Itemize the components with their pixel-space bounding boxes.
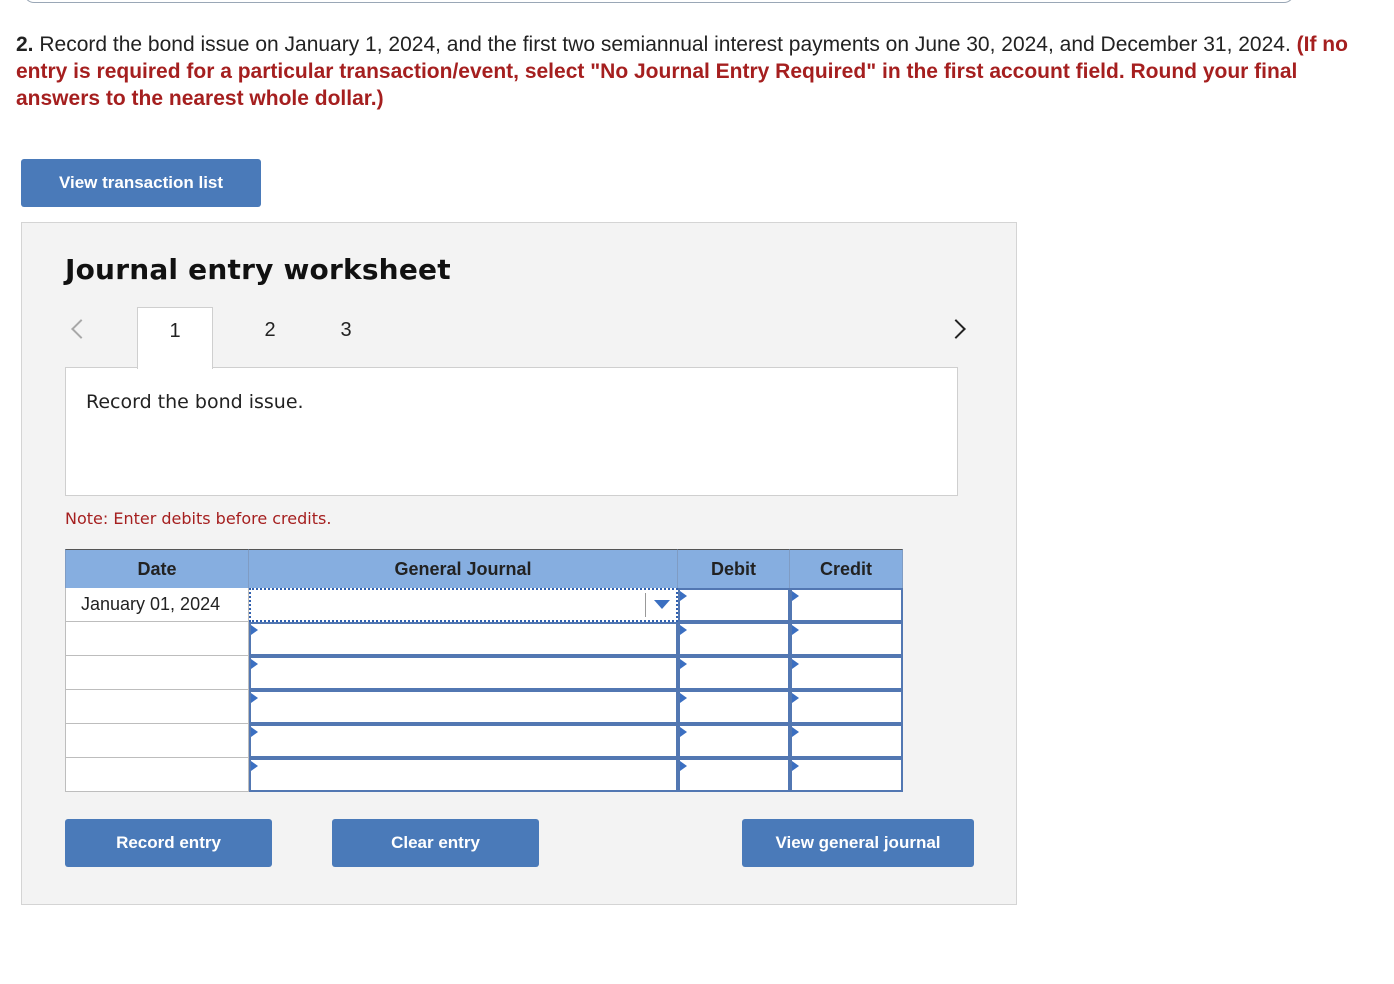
debit-input[interactable] [678, 690, 790, 724]
input-marker-icon [251, 761, 258, 771]
input-marker-icon [680, 659, 687, 669]
header-credit: Credit [790, 549, 903, 588]
input-marker-icon [792, 591, 799, 601]
input-marker-icon [680, 625, 687, 635]
date-cell[interactable] [65, 656, 249, 690]
input-marker-icon [792, 693, 799, 703]
input-marker-icon [680, 761, 687, 771]
account-select[interactable] [249, 588, 678, 622]
debit-input[interactable] [678, 588, 790, 622]
table-row [65, 588, 903, 622]
clear-entry-button[interactable]: Clear entry [332, 819, 539, 867]
credit-input[interactable] [790, 656, 903, 690]
table-row [65, 656, 903, 690]
debit-input[interactable] [678, 758, 790, 792]
chevron-right-icon[interactable] [946, 319, 966, 339]
record-entry-button[interactable]: Record entry [65, 819, 272, 867]
input-marker-icon [251, 727, 258, 737]
date-cell: January 01, 2024 [65, 588, 249, 622]
input-marker-icon [251, 659, 258, 669]
account-select[interactable] [249, 622, 678, 656]
date-cell[interactable] [65, 758, 249, 792]
header-debit: Debit [678, 549, 790, 588]
question-number: 2. [16, 33, 34, 56]
debit-input[interactable] [678, 724, 790, 758]
table-row [65, 690, 903, 724]
input-marker-icon [680, 693, 687, 703]
question-body: Record the bond issue on January 1, 2024, and the first two semiannual interest payments on June 30, 2024, and December 31, 2024. [33, 33, 1297, 56]
debit-input[interactable] [678, 622, 790, 656]
credit-input[interactable] [790, 724, 903, 758]
input-marker-icon [792, 659, 799, 669]
worksheet-title: Journal entry worksheet [65, 253, 451, 286]
input-marker-icon [680, 591, 687, 601]
account-select[interactable] [249, 724, 678, 758]
chevron-left-icon[interactable] [71, 319, 91, 339]
entry-note: Note: Enter debits before credits. [65, 509, 332, 528]
journal-entry-worksheet-panel [21, 222, 1017, 905]
view-transaction-list-button[interactable]: View transaction list [21, 159, 261, 207]
tab-3[interactable]: 3 [340, 319, 352, 341]
account-select[interactable] [249, 758, 678, 792]
question-instruction: (If no entry is required for a particular transaction/event, select "No Journal Entry Required" in the first account field. Round your final answers to the nearest whole dollar.) [16, 33, 1348, 110]
dropdown-divider [645, 593, 646, 617]
date-cell[interactable] [65, 622, 249, 656]
transaction-description-box [65, 367, 958, 496]
input-marker-icon [792, 727, 799, 737]
input-marker-icon [251, 625, 258, 635]
question-text [16, 31, 1366, 112]
credit-input[interactable] [790, 622, 903, 656]
table-row [65, 724, 903, 758]
date-cell[interactable] [65, 724, 249, 758]
top-divider [24, 0, 1294, 3]
transaction-description: Record the bond issue. [86, 391, 304, 413]
account-select[interactable] [249, 656, 678, 690]
table-row [65, 758, 903, 792]
account-select[interactable] [249, 690, 678, 724]
header-date: Date [65, 549, 249, 588]
input-marker-icon [680, 727, 687, 737]
input-marker-icon [251, 693, 258, 703]
header-general-journal: General Journal [249, 549, 678, 588]
input-marker-icon [792, 625, 799, 635]
chevron-down-icon[interactable] [654, 600, 670, 609]
view-general-journal-button[interactable]: View general journal [742, 819, 974, 867]
tab-2[interactable]: 2 [264, 319, 276, 341]
date-cell[interactable] [65, 690, 249, 724]
credit-input[interactable] [790, 690, 903, 724]
debit-input[interactable] [678, 656, 790, 690]
credit-input[interactable] [790, 758, 903, 792]
input-marker-icon [792, 761, 799, 771]
tab-1[interactable]: 1 [137, 307, 213, 369]
table-row [65, 622, 903, 656]
credit-input[interactable] [790, 588, 903, 622]
